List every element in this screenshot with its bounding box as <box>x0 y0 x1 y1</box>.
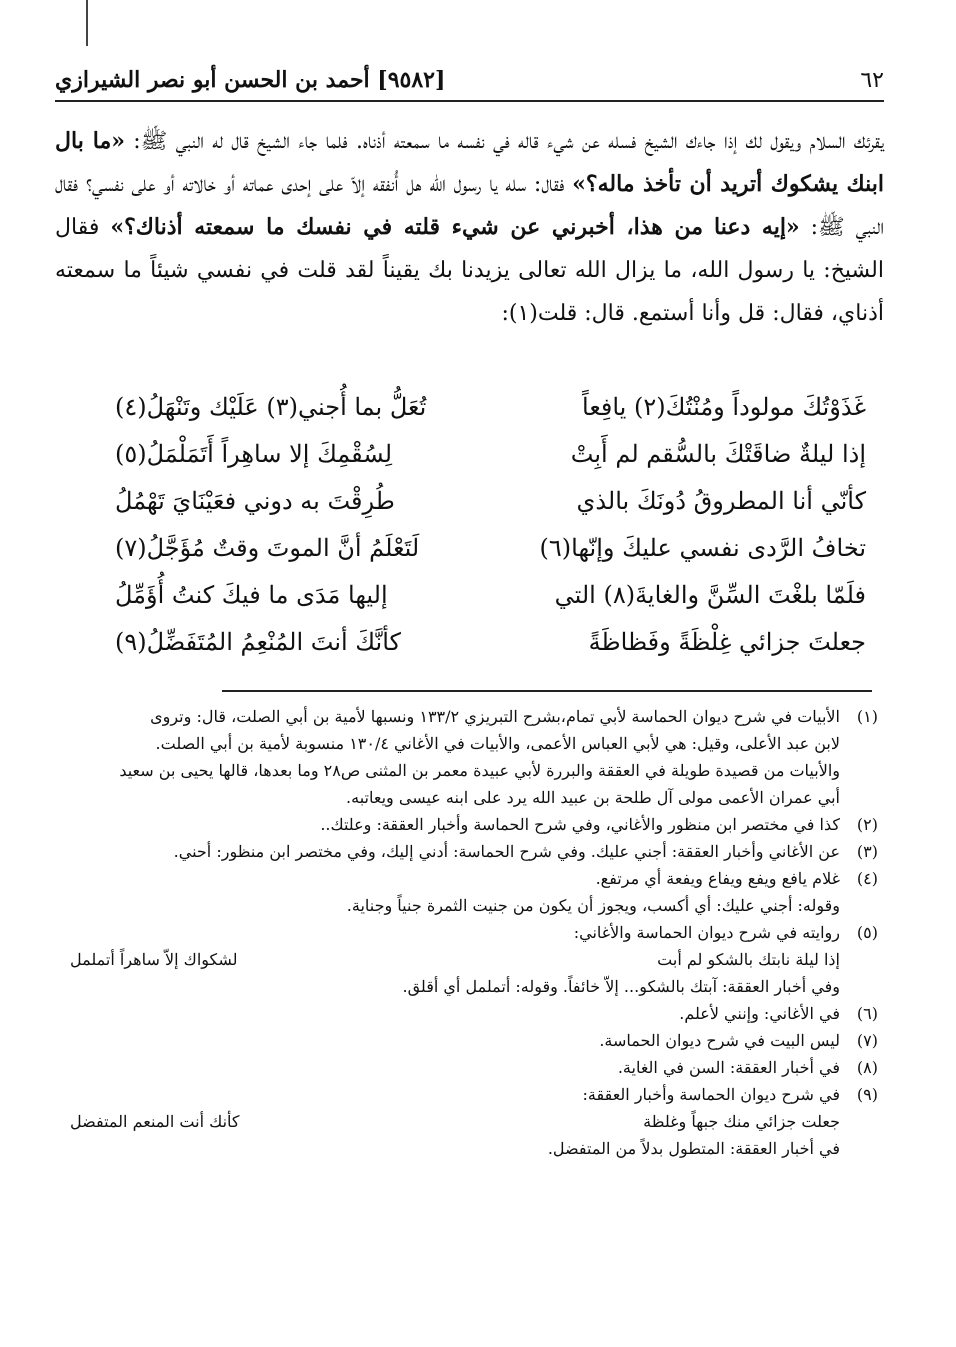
footnote-7 <box>70 1027 878 1054</box>
body-line-2c: فقال: سله يا <box>489 172 573 197</box>
poem-verse <box>115 430 866 477</box>
footnote-number: (٦) <box>856 1004 878 1023</box>
footnote-verse-right: إذا ليلة نابتك بالشكو لم أبت <box>657 950 840 969</box>
footnote-line: في شرح ديوان الحماسة وأخبار العققة: <box>582 1085 840 1104</box>
footnote-line: والأبيات من قصيدة طويلة في العققة والبررة لأبي عبيدة معمر بن المثنى ص٢٨ وما بعدها، قالها يحيى بن سعيد <box>119 761 840 780</box>
verse-first-hemistich: فلَمّا بلغْتَ السِّنَّ والغايةَ(٨) التي <box>554 580 866 609</box>
footnote-4 <box>70 865 878 919</box>
footnote-separator <box>222 690 872 692</box>
footnote-3 <box>70 838 878 865</box>
footnote-5 <box>70 919 878 1000</box>
verse-first-hemistich: غَذَوْتُكَ مولوداً ومُنْتُكَ(٢) يافِعاً <box>582 392 866 421</box>
body-line-6: أستمع. قال: قلت(١): <box>501 301 695 326</box>
page-number: ٦٢ <box>860 67 884 93</box>
verse-second-hemistich: إليها مَدَى ما فيكَ كنتُ أُؤَمِّلُ <box>115 580 388 609</box>
footnote-line: أبي عمران الأعمى مولى آل طلحة بن عبيد الله يرد على ابنه عيسى ويعاتبه. <box>346 788 840 807</box>
footnote-line: ليس البيت في شرح ديوان الحماسة. <box>599 1031 840 1050</box>
footnotes <box>70 703 878 1162</box>
footnote-line: كذا في مختصر ابن منظور والأغاني، وفي شرح الحماسة وأخبار العققة: وعلتك.. <box>320 815 840 834</box>
hadith-quote-2a: «إيه دعنا <box>714 214 800 240</box>
footnote-line: وفي أخبار العققة: آبتك بالشكو... إلاّ خائفاً. وقوله: أتململ أي أقلق. <box>402 977 840 996</box>
poem-verse <box>115 477 866 524</box>
footnote-1 <box>70 703 878 811</box>
footnote-line: وقوله: أجني عليك: أي أكسب، ويجوز أن يكون من جنيت الثمرة جنياً وجناية. <box>346 896 840 915</box>
footnote-number: (٢) <box>856 815 878 834</box>
verse-first-hemistich: كأنّي أنا المطروقُ دُونَكَ بالذي <box>576 486 866 515</box>
verse-second-hemistich: طُرِقْتَ به دوني فعَيْنَايَ تَهْمُلُ <box>115 486 395 515</box>
footnote-number: (٤) <box>856 869 878 888</box>
footnote-verse-left: كأنك أنت المنعم المتفضل <box>70 1112 240 1131</box>
footnote-line: عن الأغاني وأخبار العققة: أجني عليك. وفي شرح الحماسة: أدني إليك، وفي مختصر ابن منظور: أحني. <box>173 842 840 861</box>
footnote-2 <box>70 811 878 838</box>
hadith-quote-2b: من هذا، أخبرني عن شيء قلته في نفسك ما سمعته أذناك؟» <box>110 214 704 240</box>
footnote-verse <box>70 946 840 973</box>
margin-mark <box>86 0 88 46</box>
footnote-verse <box>70 1108 840 1135</box>
footnote-number: (٥) <box>856 923 878 942</box>
verse-second-hemistich: كأنَّكَ أنتَ المُنْعِمُ المُتَفَضِّلُ(٩) <box>115 627 401 656</box>
verse-second-hemistich: لَتَعْلَمُ أنَّ الموتَ وقتٌ مُؤَجَّلُ(٧) <box>115 533 420 562</box>
footnote-number: (١) <box>856 707 878 726</box>
footnote-9 <box>70 1081 878 1162</box>
verse-second-hemistich: تُعَلُّ بما أُجني(٣) عَلَيْك وتَنْهَلُ(٤) <box>115 392 427 421</box>
poem-verse <box>115 383 866 430</box>
footnote-verse-right: جعلت جزائي منك جبهاً وغلظة <box>643 1112 840 1131</box>
running-title: [٩٥٨٢] أحمد بن الحسن أبو نصر الشيرازي <box>55 67 446 93</box>
body-line-3a: رسول الله هل أُنفقه إلاّ على إحدى عماته أو خالاته أو على نفسي؟ فقال النبي ﷺ: <box>55 172 884 240</box>
poem-verse <box>115 524 866 571</box>
body-line-5: يزال الله تعالى يزيدنا بك يقيناً لقد قلت في نفسي شيئاً ما سمعته أذناي، فقال: قل وأنا <box>55 258 884 326</box>
footnote-number: (٣) <box>856 842 878 861</box>
footnote-line: في أخبار العققة: السن في الغاية. <box>617 1058 840 1077</box>
footnote-number: (٩) <box>856 1085 878 1104</box>
verse-second-hemistich: لِسُقْمِكَ إلا ساهِراً أَتَمَلْمَلُ(٥) <box>115 439 393 468</box>
page-header <box>55 60 884 102</box>
verse-first-hemistich: جعلتَ جزائي غِلْظَةً وفَظاظَةً <box>588 627 866 656</box>
footnote-line: غلام يافع ويفع ويفاع ويفعة أي مرتفع. <box>595 869 840 888</box>
hadith-quote-1: «ما بال ابنك يشكوك أتريد أن تأخذ ماله؟» <box>55 128 884 197</box>
poem <box>115 383 866 665</box>
footnote-line: في أخبار العققة: المتطول بدلاً من المتفضل. <box>547 1139 840 1158</box>
body-line-4b: فقال الشيخ: يا رسول الله، ما <box>55 215 884 283</box>
main-text <box>55 120 884 335</box>
footnote-line: في الأغاني: وإنني لأعلم. <box>679 1004 840 1023</box>
verse-first-hemistich: تخافُ الرَّدى نفسي عليكَ وإنّها(٦) <box>539 533 866 562</box>
body-line-1: يقرئك السلام ويقول لك إذا جاءك الشيخ فسله عن شيء قاله في نفسه ما سمعته أذناه. فلما <box>325 129 884 154</box>
footnote-line: الأبيات في شرح ديوان الحماسة لأبي تمام،بشرح التبريزي ١٣٣/٢ ونسبها لأمية بن أبي الصلت، قال: وتروى <box>150 707 840 726</box>
body-line-2a: جاء الشيخ قال له النبي ﷺ: <box>125 129 318 154</box>
poem-verse <box>115 618 866 665</box>
footnote-line: لابن عبد الأعلى، وقيل: هي لأبي العباس الأعمى، والأبيات في الأغاني ١٣٠/٤ منسوبة لأمية بن أبي الصلت. <box>155 734 840 753</box>
poem-verse <box>115 571 866 618</box>
footnote-number: (٧) <box>856 1031 878 1050</box>
footnote-8 <box>70 1054 878 1081</box>
footnote-number: (٨) <box>856 1058 878 1077</box>
footnote-line: روايته في شرح ديوان الحماسة والأغاني: <box>573 923 840 942</box>
footnote-6 <box>70 1000 878 1027</box>
verse-first-hemistich: إذا ليلةٌ ضاقَتْكَ بالسُّقم لم أَبِتْ <box>570 439 866 468</box>
footnote-text <box>70 703 840 811</box>
footnote-verse-left: لشكواك إلاّ ساهراً أتململ <box>70 950 238 969</box>
